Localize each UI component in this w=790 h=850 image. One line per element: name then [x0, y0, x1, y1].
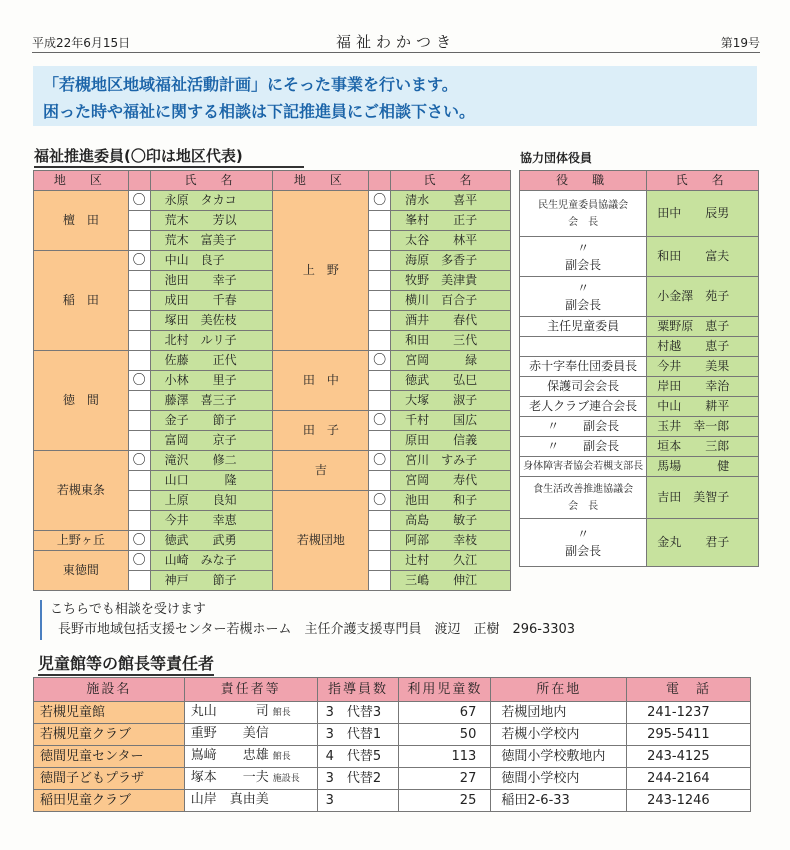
facility-address: 稲田2-6-33 [491, 790, 627, 812]
member-name: 小林 里子 [150, 371, 273, 391]
manager-title: 館長 [272, 752, 291, 762]
facility-row [34, 746, 751, 768]
col-area-right: 地 区 [273, 171, 369, 191]
facility-phone: 241-1237 [627, 702, 751, 724]
committee-row [34, 531, 511, 551]
district-name: 檀 田 [34, 191, 129, 251]
member-name: 佐藤 正代 [150, 351, 273, 371]
col-area-left: 地 区 [34, 171, 129, 191]
officer-name: 馬場 健 [647, 457, 759, 477]
manager-name: 重野 美信 [190, 726, 269, 741]
staff-count: 3 代替2 [317, 768, 399, 790]
member-name: 徳武 弘巳 [391, 371, 511, 391]
col-role: 役 職 [520, 171, 647, 191]
officer-row [520, 417, 759, 437]
committee-row [34, 551, 511, 571]
officer-name: 垣本 三郎 [647, 437, 759, 457]
representative-mark [128, 391, 150, 411]
representative-mark [128, 431, 150, 451]
officer-row [520, 397, 759, 417]
issue-date: 平成22年6月15日 [32, 36, 131, 50]
officer-role: 保護司会会長 [520, 377, 647, 397]
member-name: 荒木 芳以 [150, 211, 273, 231]
col-name-right: 氏 名 [391, 171, 511, 191]
representative-mark: 〇 [128, 191, 150, 211]
representative-mark [128, 291, 150, 311]
member-name: 池田 和子 [391, 491, 511, 511]
representative-mark: 〇 [128, 371, 150, 391]
member-name: 金子 節子 [150, 411, 273, 431]
representative-mark: 〇 [369, 191, 391, 211]
representative-mark [128, 211, 150, 231]
manager-name: 嶌﨑 忠雄 [190, 748, 269, 763]
district-name: 若槻東条 [34, 451, 129, 531]
representative-mark [128, 571, 150, 591]
representative-mark [369, 311, 391, 331]
member-name: 横川 百合子 [391, 291, 511, 311]
representative-mark [369, 251, 391, 271]
representative-mark [128, 331, 150, 351]
member-name: 今井 幸恵 [150, 511, 273, 531]
representative-mark [369, 551, 391, 571]
representative-mark [369, 331, 391, 351]
member-name: 上原 良知 [150, 491, 273, 511]
committee-row [34, 351, 511, 371]
member-name: 富岡 京子 [150, 431, 273, 451]
manager-name: 塚本 一夫 [190, 770, 269, 785]
officer-row [520, 437, 759, 457]
representative-mark: 〇 [128, 451, 150, 471]
facility-name: 稲田児童クラブ [34, 790, 185, 812]
member-name: 酒井 春代 [391, 311, 511, 331]
representative-mark [369, 391, 391, 411]
children-count: 113 [399, 746, 491, 768]
representative-mark [128, 491, 150, 511]
member-name: 池田 幸子 [150, 271, 273, 291]
officer-row [520, 477, 759, 519]
officer-role: 〃 副会長 [520, 237, 647, 277]
children-count: 50 [399, 724, 491, 746]
facility-row [34, 724, 751, 746]
facilities-table [33, 677, 751, 812]
facility-name: 徳間児童センター [34, 746, 185, 768]
facility-address: 若槻小学校内 [491, 724, 627, 746]
representative-mark [128, 411, 150, 431]
representative-mark [369, 291, 391, 311]
district-name: 上 野 [273, 191, 369, 351]
committee-row [34, 191, 511, 211]
officer-role: 身体障害者協会若槻支部長 [520, 457, 647, 477]
district-name: 稲 田 [34, 251, 129, 351]
col-officer-name: 氏 名 [647, 171, 759, 191]
member-name: 塚田 美佐枝 [150, 311, 273, 331]
representative-mark [128, 351, 150, 371]
facility-name: 若槻児童クラブ [34, 724, 185, 746]
officer-row [520, 457, 759, 477]
banner-line-1: 「若槻地区地域福祉活動計画」にそった事業を行います。 [43, 75, 458, 94]
district-name: 東徳間 [34, 551, 129, 591]
officer-role: 主任児童委員 [520, 317, 647, 337]
representative-mark: 〇 [369, 351, 391, 371]
manager-title: 施設長 [272, 774, 300, 784]
facility-manager [184, 746, 317, 768]
intro-banner [33, 66, 757, 126]
officer-role: 老人クラブ連合会長 [520, 397, 647, 417]
member-name: 阿部 幸枝 [391, 531, 511, 551]
facility-manager [184, 724, 317, 746]
member-name: 神戸 節子 [150, 571, 273, 591]
member-name: 大塚 淑子 [391, 391, 511, 411]
facility-row [34, 790, 751, 812]
representative-mark: 〇 [128, 531, 150, 551]
banner-line-2: 困った時や福祉に関する相談は下記推進員にご相談下さい。 [43, 102, 476, 121]
facilities-title: 児童館等の館長等責任者 [38, 651, 214, 676]
representative-mark [369, 571, 391, 591]
representative-mark [369, 371, 391, 391]
facility-phone: 243-4125 [627, 746, 751, 768]
manager-name: 山岸 真由美 [190, 792, 269, 807]
staff-count: 3 [317, 790, 399, 812]
officer-row [520, 317, 759, 337]
district-name: 若槻団地 [273, 491, 369, 591]
children-count: 27 [399, 768, 491, 790]
member-name: 峯村 正子 [391, 211, 511, 231]
representative-mark: 〇 [369, 451, 391, 471]
representative-mark [128, 271, 150, 291]
member-name: 成田 千春 [150, 291, 273, 311]
member-name: 永原 タカコ [150, 191, 273, 211]
officer-name: 村越 恵子 [647, 337, 759, 357]
consult-line-2: 長野市地域包括支援センター若槻ホーム 主任介護支援専門員 渡辺 正樹 296-3303 [58, 622, 576, 637]
officer-row [520, 277, 759, 317]
facility-name: 若槻児童館 [34, 702, 185, 724]
page-header [32, 30, 760, 53]
committee-row [34, 251, 511, 271]
officer-role: 食生活改善推進協議会 会 長 [520, 477, 647, 519]
officer-name: 岸田 幸治 [647, 377, 759, 397]
newsletter-title: 福祉わかつき [335, 33, 456, 51]
member-name: 滝沢 修二 [150, 451, 273, 471]
member-name: 太谷 林平 [391, 231, 511, 251]
officer-role [520, 337, 647, 357]
representative-mark: 〇 [369, 411, 391, 431]
facility-header: 所在地 [491, 678, 627, 702]
officer-row [520, 377, 759, 397]
officer-name: 吉田 美智子 [647, 477, 759, 519]
representative-mark [128, 231, 150, 251]
officers-title: 協力団体役員 [520, 151, 593, 165]
representative-mark [369, 471, 391, 491]
committee-title: 福祉推進委員(〇印は地区代表) [34, 145, 304, 168]
officer-name: 玉井 幸一郎 [647, 417, 759, 437]
officer-row [520, 237, 759, 277]
facility-row [34, 768, 751, 790]
children-count: 25 [399, 790, 491, 812]
officer-row [520, 191, 759, 237]
district-name: 吉 [273, 451, 369, 491]
officer-name: 中山 耕平 [647, 397, 759, 417]
col-name-left: 氏 名 [150, 171, 273, 191]
facility-row [34, 702, 751, 724]
member-name: 高島 敏子 [391, 511, 511, 531]
representative-mark: 〇 [128, 251, 150, 271]
representative-mark: 〇 [369, 491, 391, 511]
facility-header: 利用児童数 [399, 678, 491, 702]
representative-mark [128, 311, 150, 331]
officer-role: 民生児童委員協議会 会 長 [520, 191, 647, 237]
facility-phone: 244-2164 [627, 768, 751, 790]
district-name: 田 子 [273, 411, 369, 451]
facility-header: 電 話 [627, 678, 751, 702]
committee-table [33, 170, 511, 591]
representative-mark [128, 511, 150, 531]
officer-name: 粟野原 恵子 [647, 317, 759, 337]
committee-row [34, 451, 511, 471]
officer-role: 〃 副会長 [520, 277, 647, 317]
facility-name: 徳間子どもプラザ [34, 768, 185, 790]
member-name: 和田 三代 [391, 331, 511, 351]
member-name: 北村 ルリ子 [150, 331, 273, 351]
facility-phone: 243-1246 [627, 790, 751, 812]
member-name: 千村 国広 [391, 411, 511, 431]
representative-mark: 〇 [128, 551, 150, 571]
staff-count: 4 代替5 [317, 746, 399, 768]
officer-row [520, 357, 759, 377]
officer-role: 〃 副会長 [520, 417, 647, 437]
member-name: 宮岡 寿代 [391, 471, 511, 491]
member-name: 原田 信義 [391, 431, 511, 451]
officers-table [519, 170, 759, 567]
children-count: 67 [399, 702, 491, 724]
representative-mark [369, 511, 391, 531]
member-name: 藤澤 喜三子 [150, 391, 273, 411]
manager-title: 館長 [272, 708, 291, 718]
officer-role: 〃 副会長 [520, 519, 647, 567]
representative-mark [128, 471, 150, 491]
district-name: 徳 間 [34, 351, 129, 451]
representative-mark [369, 531, 391, 551]
officer-row [520, 337, 759, 357]
consult-line-1: こちらでも相談を受けます [50, 602, 206, 617]
facility-manager [184, 790, 317, 812]
facility-phone: 295-5411 [627, 724, 751, 746]
staff-count: 3 代替3 [317, 702, 399, 724]
representative-mark [369, 231, 391, 251]
member-name: 牧野 美津貴 [391, 271, 511, 291]
member-name: 徳武 武勇 [150, 531, 273, 551]
facility-header: 指導員数 [317, 678, 399, 702]
representative-mark [369, 271, 391, 291]
manager-name: 丸山 司 [190, 704, 269, 719]
issue-number: 第19号 [720, 36, 760, 50]
member-name: 山口 隆 [150, 471, 273, 491]
representative-mark [369, 211, 391, 231]
facility-header: 責任者等 [184, 678, 317, 702]
facility-address: 徳間小学校敷地内 [491, 746, 627, 768]
member-name: 三嶋 伸江 [391, 571, 511, 591]
officer-row [520, 519, 759, 567]
officer-name: 金丸 君子 [647, 519, 759, 567]
staff-count: 3 代替1 [317, 724, 399, 746]
facility-address: 若槻団地内 [491, 702, 627, 724]
officer-name: 今井 美果 [647, 357, 759, 377]
member-name: 清水 喜平 [391, 191, 511, 211]
member-name: 辻村 久江 [391, 551, 511, 571]
facility-manager [184, 768, 317, 790]
facility-manager [184, 702, 317, 724]
district-name: 上野ヶ丘 [34, 531, 129, 551]
member-name: 荒木 富美子 [150, 231, 273, 251]
officer-name: 田中 辰男 [647, 191, 759, 237]
member-name: 山崎 みな子 [150, 551, 273, 571]
member-name: 海原 多香子 [391, 251, 511, 271]
member-name: 宮岡 緑 [391, 351, 511, 371]
representative-mark [369, 431, 391, 451]
member-name: 宮川 すみ子 [391, 451, 511, 471]
officer-name: 小金澤 苑子 [647, 277, 759, 317]
consultation-note [40, 600, 575, 640]
officer-name: 和田 富夫 [647, 237, 759, 277]
member-name: 中山 良子 [150, 251, 273, 271]
facility-address: 徳間小学校内 [491, 768, 627, 790]
officer-role: 赤十字奉仕団委員長 [520, 357, 647, 377]
facility-header: 施設名 [34, 678, 185, 702]
district-name: 田 中 [273, 351, 369, 411]
officer-role: 〃 副会長 [520, 437, 647, 457]
